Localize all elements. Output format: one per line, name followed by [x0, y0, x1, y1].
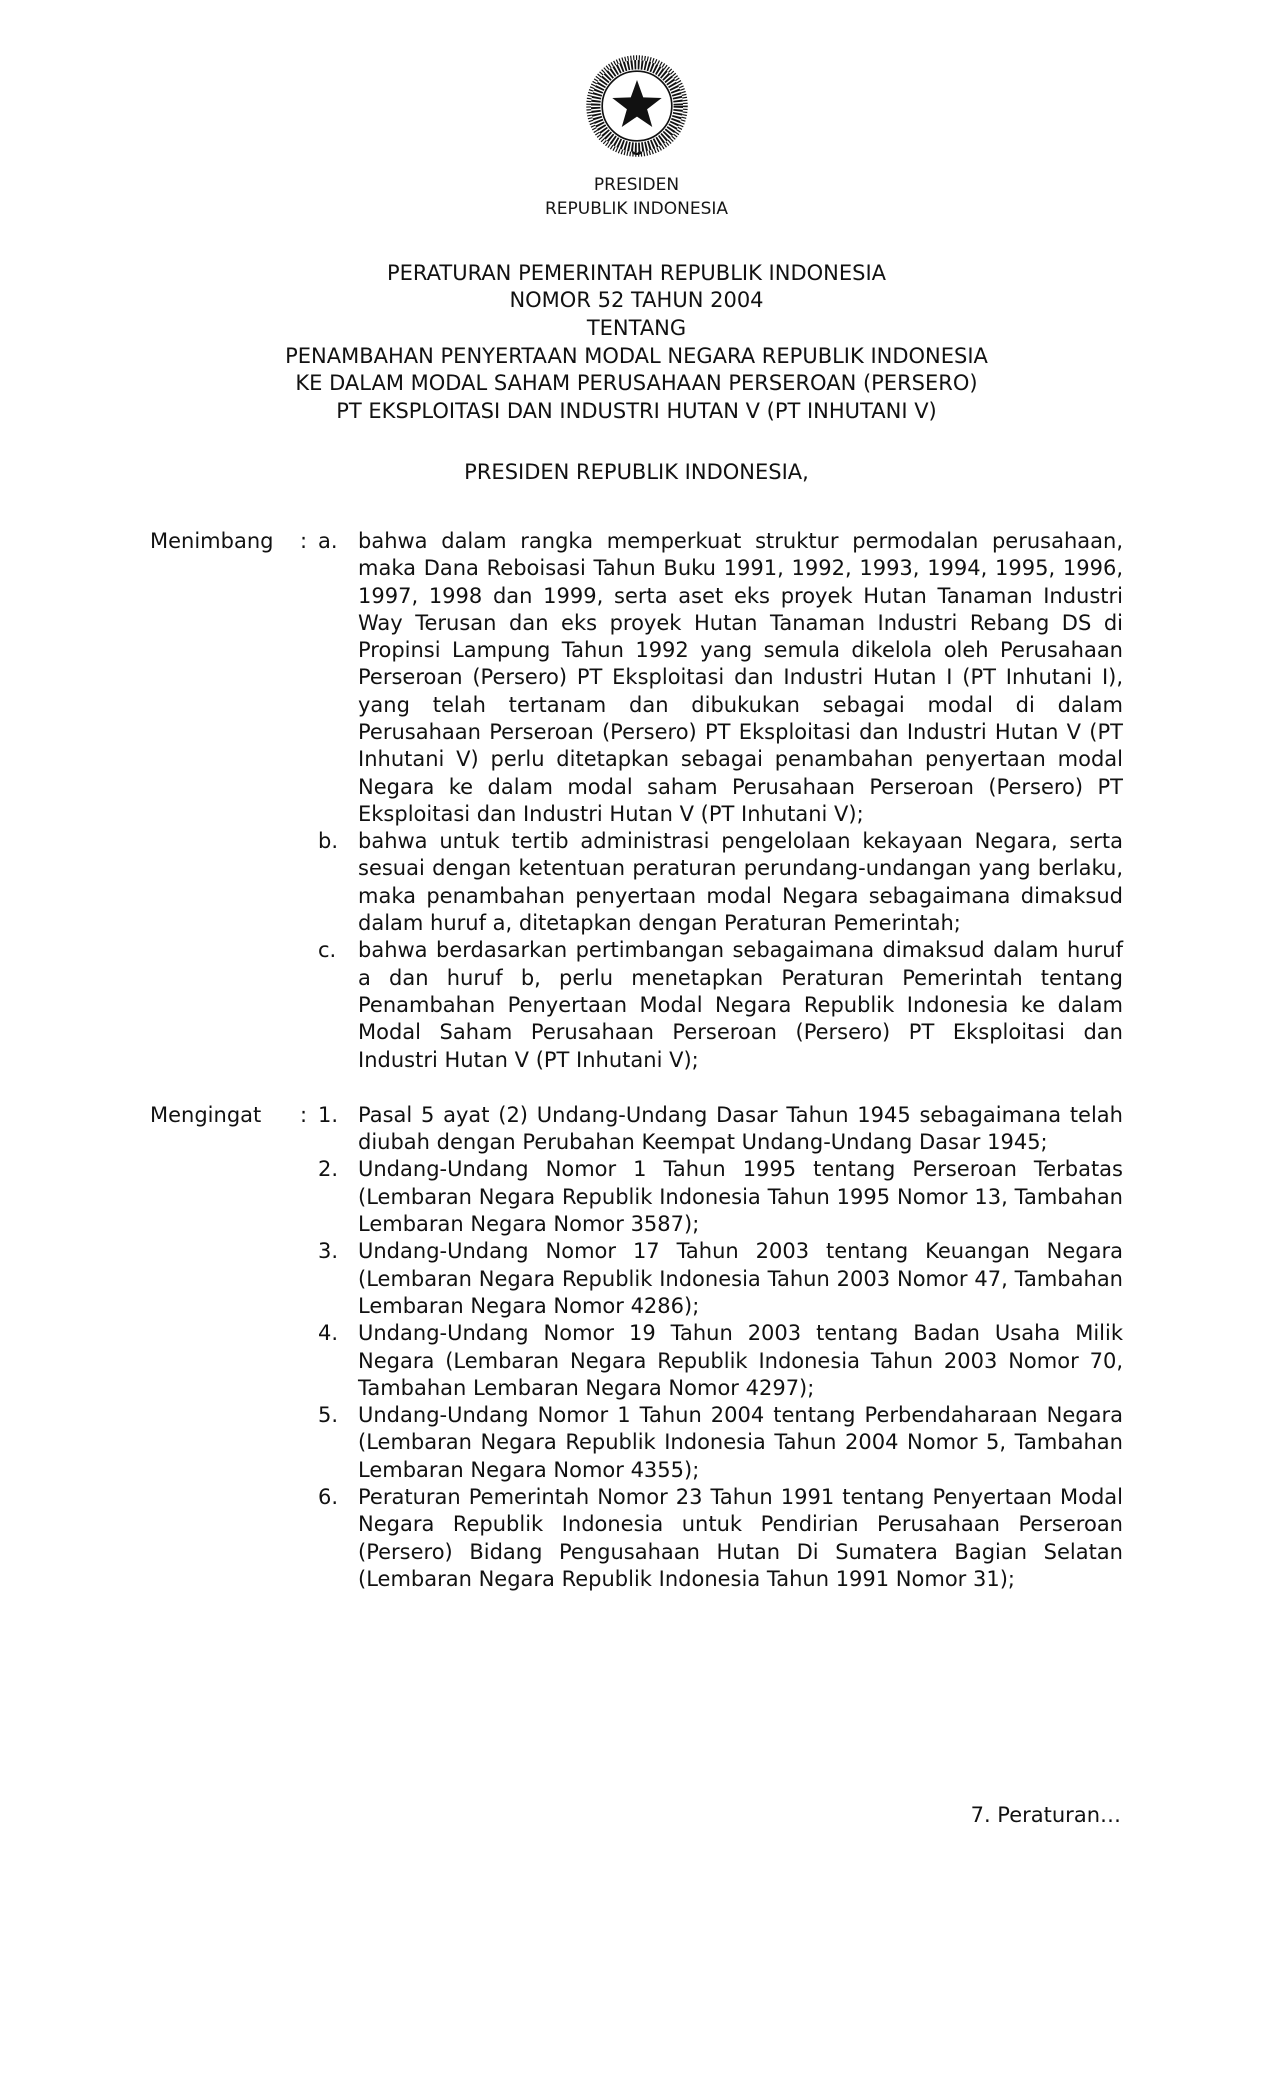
item-marker: 3.: [318, 1239, 339, 1264]
section-colon: :: [300, 528, 308, 553]
list-item: [318, 1156, 1123, 1238]
item-marker: 2.: [318, 1157, 339, 1182]
section-label: Menimbang: [150, 528, 274, 553]
section-colon: :: [300, 1102, 308, 1127]
title-line-3: TENTANG: [586, 316, 687, 341]
item-marker: 4.: [318, 1321, 339, 1346]
list-item: [318, 1320, 1123, 1402]
title-line-6: PT EKSPLOITASI DAN INDUSTRI HUTAN V (PT INHUTANI V): [336, 399, 937, 424]
page-catchword: 7. Peraturan…: [970, 1803, 1121, 1828]
item-marker: 1.: [318, 1102, 339, 1127]
item-text: bahwa dalam rangka memperkuat struktur permodalan perusahaan, maka Dana Reboisasi Tahun Buku 1991, 1992, 1993, 1994, 1995, 1996, 1997, 1998 dan 1999, serta aset eks proyek Hutan Tanaman Industri Way Terusan dan eks proyek Hutan Tanaman Industri Rebang DS di Propinsi Lampung Tahun 1992 yang semula dikelola oleh Perusahaan Perseroan (Persero) PT Eksploitasi dan Industri Hutan I (PT Inhutani I), yang telah tertanam dan dibukukan sebagai modal di dalam Perusahaan Perseroan (Persero) PT Eksploitasi dan Industri Hutan V (PT Inhutani V) perlu ditetapkan sebagai penambahan penyertaan modal Negara ke dalam modal saham Perusahaan Perseroan (Persero) PT Eksploitasi dan Industri Hutan V (PT Inhutani V);: [358, 528, 1123, 826]
item-marker: 6.: [318, 1485, 339, 1509]
section-items: [318, 1102, 1123, 1593]
title-line-2: NOMOR 52 TAHUN 2004: [509, 288, 764, 313]
item-text: Pasal 5 ayat (2) Undang-Undang Dasar Tahun 1945 sebagaimana telah diubah dengan Perubahan Keempat Undang-Undang Dasar 1945;: [358, 1102, 1123, 1155]
letterhead: [150, 174, 1123, 222]
list-item: [318, 1402, 1123, 1484]
section-items: [318, 528, 1123, 1074]
letterhead-presiden: PRESIDEN: [593, 175, 680, 195]
letterhead-republik: REPUBLIK INDONESIA: [544, 198, 729, 219]
item-text: bahwa berdasarkan pertimbangan sebagaimana dimaksud dalam huruf a dan huruf b, perlu menetapkan Peraturan Pemerintah tentang Penambahan Penyertaan Modal Negara Republik Indonesia ke dalam Modal Saham Perusahaan Perseroan (Persero) PT Eksploitasi dan Industri Hutan V (PT Inhutani V);: [358, 938, 1123, 1072]
item-marker: c.: [318, 938, 337, 963]
presidential-emblem: [578, 46, 696, 166]
item-marker: b.: [318, 829, 339, 854]
section-mengingat: [150, 1102, 1123, 1593]
title-block: [150, 260, 1123, 426]
salutation: PRESIDEN REPUBLIK INDONESIA,: [464, 459, 809, 484]
star-wreath-icon: [578, 46, 696, 166]
title-line-5: KE DALAM MODAL SAHAM PERUSAHAAN PERSEROAN (PERSERO): [295, 371, 978, 396]
list-item: [318, 1484, 1123, 1593]
list-item: [318, 1238, 1123, 1320]
title-line-4: PENAMBAHAN PENYERTAAN MODAL NEGARA REPUBLIK INDONESIA: [285, 343, 988, 368]
item-text: Undang-Undang Nomor 19 Tahun 2003 tentang Badan Usaha Milik Negara (Lembaran Negara Republik Indonesia Tahun 2003 Nomor 70, Tambahan Lembaran Negara Nomor 4297);: [358, 1321, 1123, 1400]
section-label: Mengingat: [150, 1102, 262, 1127]
title-line-1: PERATURAN PEMERINTAH REPUBLIK INDONESIA: [386, 260, 887, 285]
item-text: Undang-Undang Nomor 1 Tahun 1995 tentang Perseroan Terbatas (Lembaran Negara Republik Indonesia Tahun 1995 Nomor 13, Tambahan Lembaran Negara Nomor 3587);: [358, 1157, 1123, 1237]
item-text: Undang-Undang Nomor 1 Tahun 2004 tentang Perbendaharaan Negara (Lembaran Negara Republik Indonesia Tahun 2004 Nomor 5, Tambahan Lembaran Negara Nomor 4355);: [358, 1403, 1123, 1482]
item-text: Undang-Undang Nomor 17 Tahun 2003 tentang Keuangan Negara (Lembaran Negara Republik Indonesia Tahun 2003 Nomor 47, Tambahan Lembaran Negara Nomor 4286);: [358, 1239, 1123, 1318]
list-item: [318, 937, 1123, 1073]
list-item: [318, 1102, 1123, 1157]
item-marker: a.: [318, 528, 338, 553]
item-text: Peraturan Pemerintah Nomor 23 Tahun 1991 tentang Penyertaan Modal Negara Republik Indonesia untuk Pendirian Perusahaan Perseroan (Persero) Bidang Pengusahaan Hutan Di Sumatera Bagian Selatan (Lembaran Negara Republik Indonesia Tahun 1991 Nomor 31);: [358, 1485, 1123, 1591]
list-item: [318, 528, 1123, 828]
item-marker: 5.: [318, 1403, 339, 1428]
item-text: bahwa untuk tertib administrasi pengelolaan kekayaan Negara, serta sesuai dengan ketentuan peraturan perundang-undangan yang berlaku, maka penambahan penyertaan modal Negara sebagaimana dimaksud dalam huruf a, ditetapkan dengan Peraturan Pemerintah;: [358, 829, 1123, 936]
section-menimbang: [150, 528, 1123, 1074]
list-item: [318, 828, 1123, 937]
